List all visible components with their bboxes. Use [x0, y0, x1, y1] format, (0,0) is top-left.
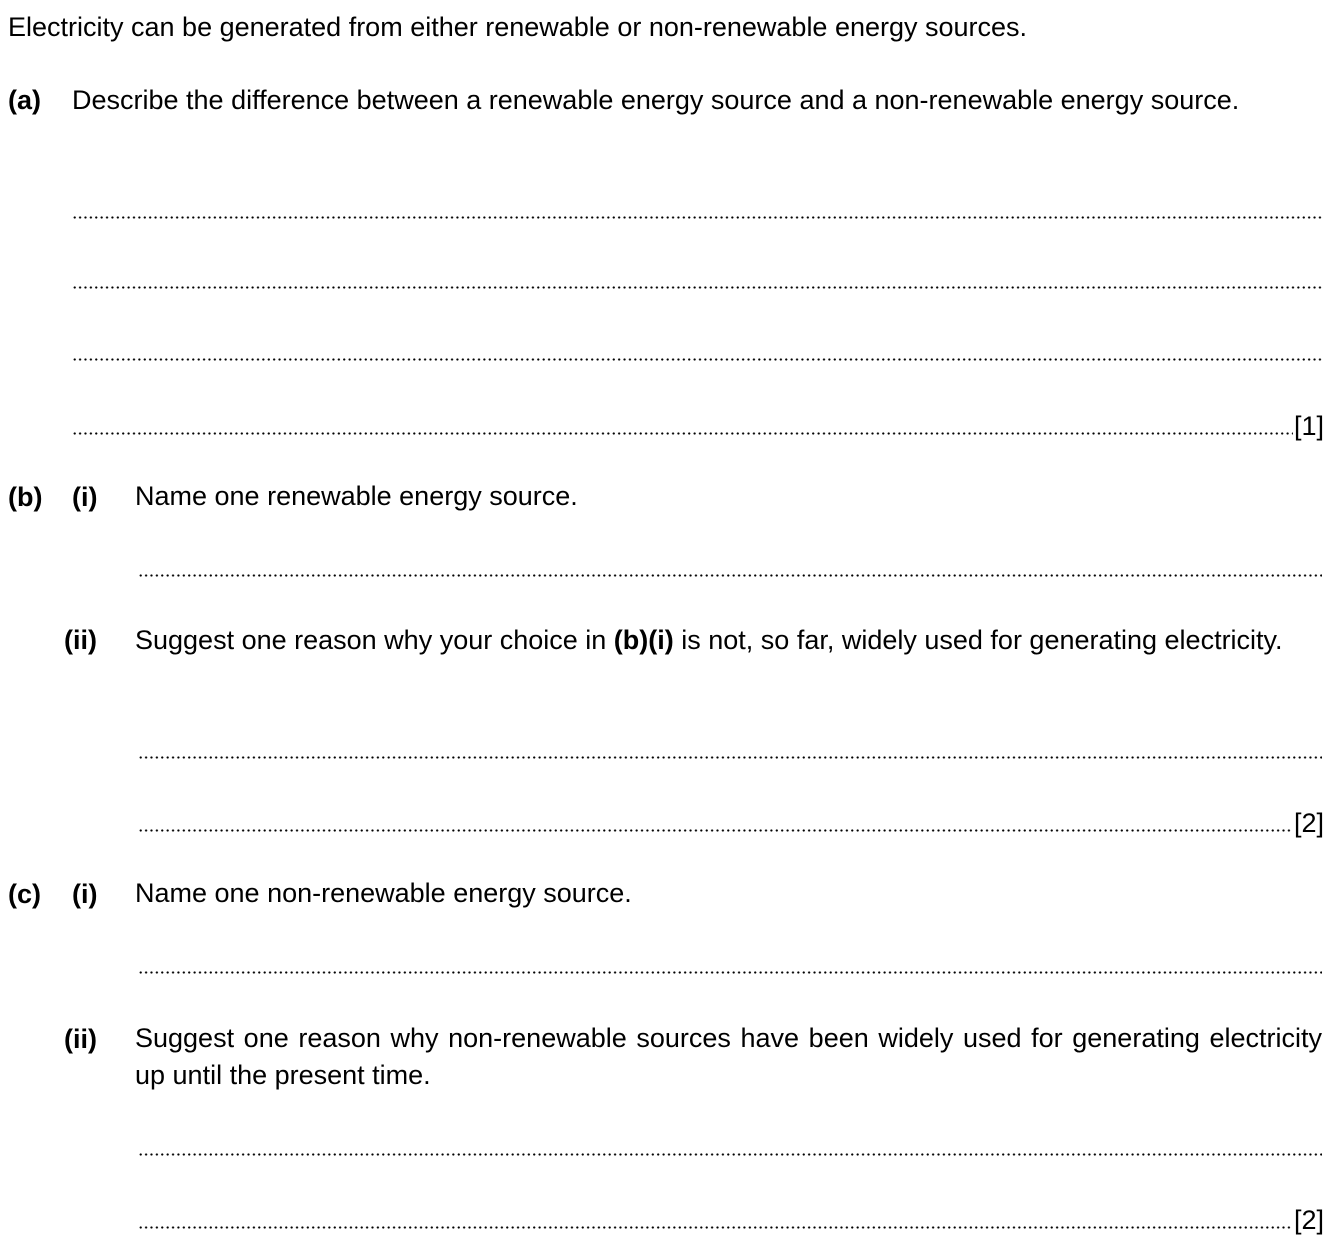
part-a-question: Describe the difference between a renewable energy source and a non-renewable energy source. — [72, 85, 1240, 115]
answer-line-b-ii-2[interactable] — [138, 806, 1324, 840]
marks-b: [2] — [1293, 808, 1324, 838]
answer-line-c-ii-1[interactable] — [138, 1130, 1322, 1164]
answer-line-b-ii-1[interactable] — [138, 733, 1322, 767]
marks-c: [2] — [1293, 1205, 1324, 1235]
question-reference: (b)(i) — [613, 625, 674, 655]
answer-line-b-i[interactable] — [138, 551, 1322, 585]
answer-line-a-3[interactable] — [72, 335, 1322, 369]
marks-a: [1] — [1293, 411, 1324, 441]
part-b-ii-label: (ii) — [64, 625, 97, 655]
part-c-ii-question: Suggest one reason why non-renewable sources have been widely used for generating electricity up until the present time. — [135, 1023, 1322, 1090]
answer-line-c-i[interactable] — [138, 948, 1322, 982]
part-c-i-label: (i) — [72, 879, 98, 909]
intro-text: Electricity can be generated from either renewable or non-renewable energy sources. — [8, 12, 1028, 42]
part-b-ii-question: Suggest one reason why your choice in (b)(i) is not, so far, widely used for generating electricity. — [135, 625, 1283, 655]
part-b-label: (b) — [8, 482, 43, 512]
part-c-ii-label: (ii) — [64, 1024, 97, 1054]
answer-line-c-ii-2[interactable] — [138, 1203, 1324, 1237]
part-c-i-question: Name one non-renewable energy source. — [135, 878, 632, 908]
part-b-i-question: Name one renewable energy source. — [135, 481, 578, 511]
part-a-label: (a) — [8, 85, 41, 115]
answer-line-a-1[interactable] — [72, 193, 1322, 227]
answer-line-a-2[interactable] — [72, 263, 1322, 297]
answer-line-a-4[interactable] — [72, 409, 1324, 443]
part-c-label: (c) — [8, 879, 41, 909]
part-b-i-label: (i) — [72, 482, 98, 512]
